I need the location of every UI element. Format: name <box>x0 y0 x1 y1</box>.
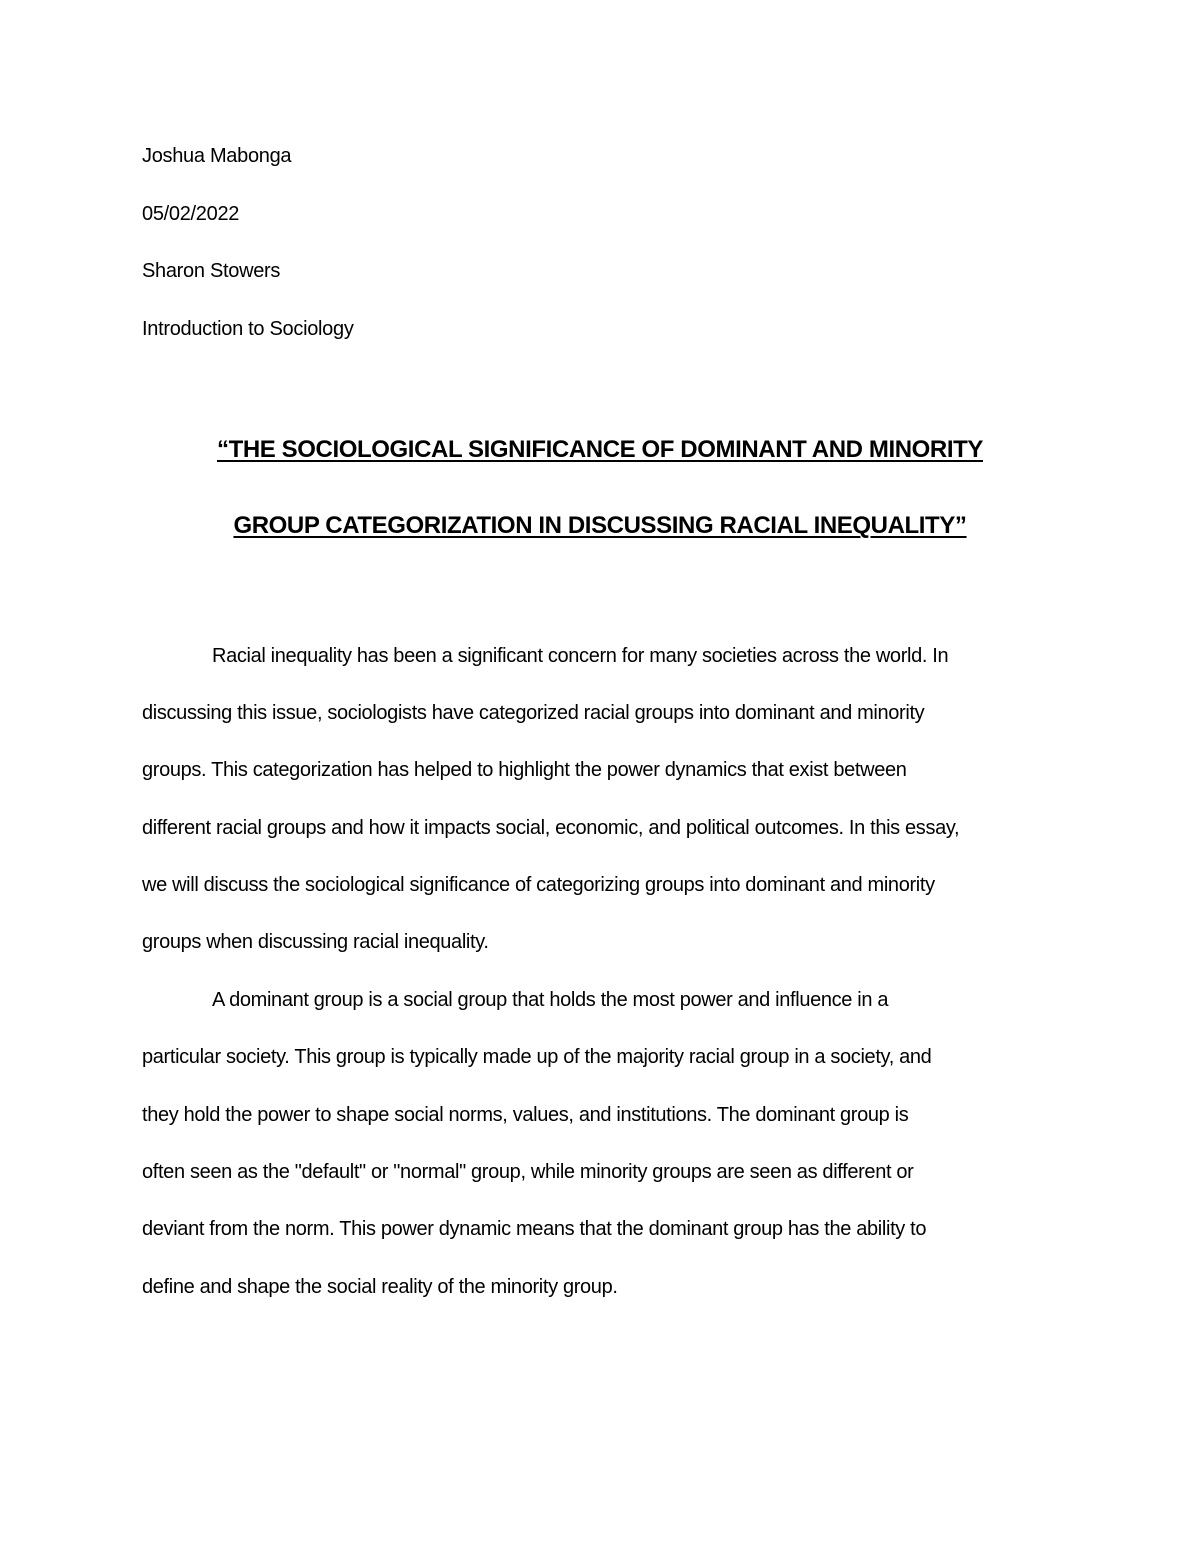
course-name: Introduction to Sociology <box>142 318 354 340</box>
paragraph-line: define and shape the social reality of the minority group. <box>142 1276 618 1298</box>
paragraph-line: often seen as the "default" or "normal" group, while minority groups are seen as different or <box>142 1161 914 1183</box>
paragraph-line: groups when discussing racial inequality. <box>142 931 489 953</box>
paragraph-line: Racial inequality has been a significant concern for many societies across the world. In <box>212 645 949 667</box>
paragraph-line: discussing this issue, sociologists have categorized racial groups into dominant and minority <box>142 702 925 724</box>
paragraph-line: deviant from the norm. This power dynamic means that the dominant group has the ability to <box>142 1218 927 1240</box>
paragraph-line: different racial groups and how it impacts social, economic, and political outcomes. In this essay, <box>142 817 960 839</box>
author-name: Joshua Mabonga <box>142 145 292 167</box>
paragraph-line: particular society. This group is typically made up of the majority racial group in a society, and <box>142 1046 932 1068</box>
essay-title-line-1: “THE SOCIOLOGICAL SIGNIFICANCE OF DOMINANT AND MINORITY <box>217 436 983 463</box>
date: 05/02/2022 <box>142 203 240 225</box>
paragraph-line: A dominant group is a social group that holds the most power and influence in a <box>212 989 889 1011</box>
paragraph-line: we will discuss the sociological significance of categorizing groups into dominant and minority <box>142 874 935 896</box>
essay-title-line-2: GROUP CATEGORIZATION IN DISCUSSING RACIAL INEQUALITY” <box>233 512 967 539</box>
instructor-name: Sharon Stowers <box>142 260 281 282</box>
paragraph-line: groups. This categorization has helped to highlight the power dynamics that exist between <box>142 759 907 781</box>
paragraph-line: they hold the power to shape social norms, values, and institutions. The dominant group is <box>142 1104 909 1126</box>
